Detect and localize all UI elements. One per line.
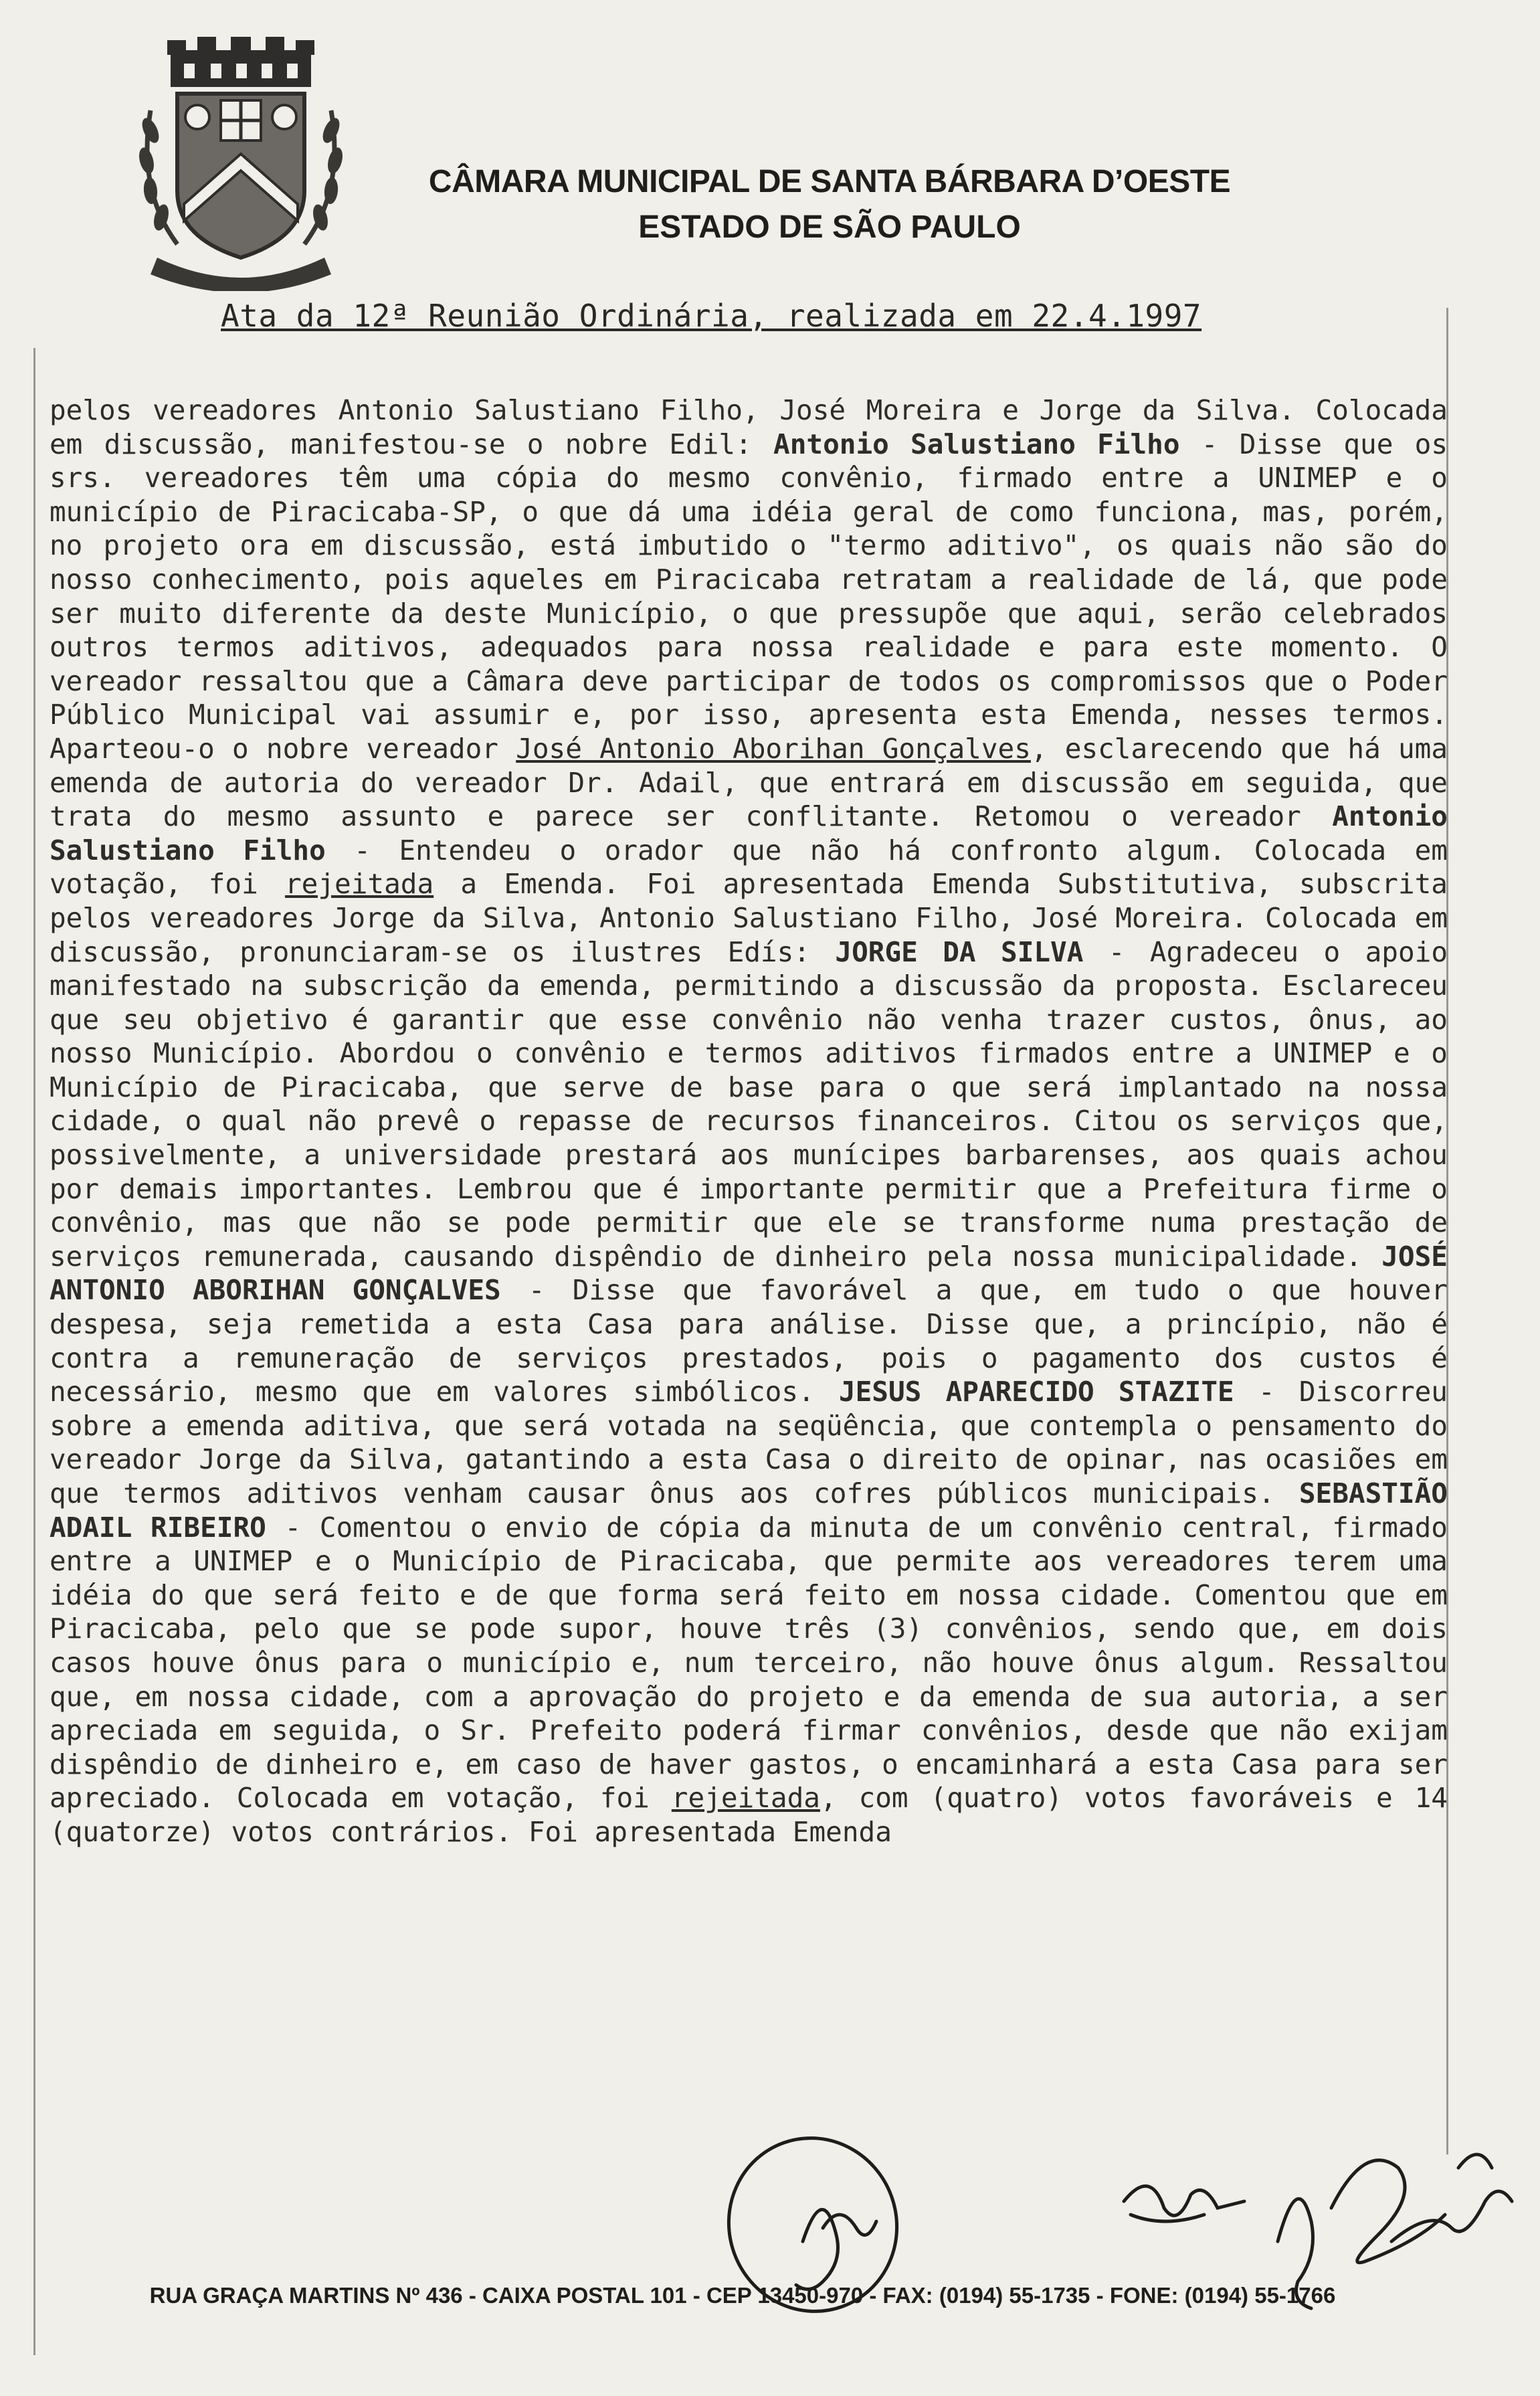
- vote-result: rejeitada: [671, 1782, 820, 1815]
- institution-state: ESTADO DE SÃO PAULO: [638, 209, 1021, 245]
- body-text-segment: - Discorreu sobre a emenda aditiva, que será votada na seqüência, que contempla o pensamento do vereador Jorge da Silva, gatantindo a esta Casa o direito de opinar, nas ocasiões em que termos aditivos venham causar ônus aos cofres públicos municipais.: [50, 1376, 1448, 1509]
- body-text-segment: - Disse que os srs. vereadores têm uma cópia do mesmo convênio, firmado entre a UNIMEP e o município de Piracicaba-SP, o que dá uma idéia geral de como funciona, mas, porém, no projeto ora em discussão, está imbutido o "termo aditivo", os quais não são do nosso conhecimento, pois aqueles em Piracicaba retratam a realidade de lá, que pode ser muito diferente da deste Município, o que pressupõe que aqui, serão celebrados outros termos aditivos, adequados para nossa realidade e para este momento. O vereador ressaltou que a Câmara deve participar de todos os compromissos que o Poder Público Municipal vai assumir e, por isso, apresenta esta Emenda, nesses termos. Aparteou-o o nobre vereador: [50, 428, 1448, 765]
- body-text-segment: a Emenda. Foi apresentada Emenda Substitutiva, subscrita pelos vereadores Jorge da Silva, Antonio Salustiano Filho, José Moreira. Colocada em discussão, pronunciaram-se os ilustres Edís:: [50, 868, 1448, 968]
- body-text-segment: , com (quatro) votos favoráveis e 14 (quatorze) votos contrários. Foi apresentada Emenda: [50, 1782, 1448, 1848]
- body-text-segment: pelos vereadores Antonio Salustiano Filho, José Moreira e Jorge da Silva. Colocada em discussão, manifestou-se o nobre Edil:: [50, 394, 1448, 460]
- speaker-name: JORGE DA SILVA: [835, 935, 1084, 968]
- speaker-name: SEBASTIÃO ADAIL RIBEIRO: [50, 1477, 1448, 1544]
- underlined-name: José Antonio Aborihan Gonçalves: [516, 732, 1031, 765]
- handwritten-signatures-icon: [723, 2128, 1539, 2395]
- speaker-name: Antonio Salustiano Filho: [50, 800, 1448, 866]
- body-text-segment: , esclarecendo que há uma emenda de autoria do vereador Dr. Adail, que entrará em discussão em seguida, que trata do mesmo assunto e parece ser conflitante. Retomou o vereador: [50, 732, 1448, 833]
- vote-result: rejeitada: [285, 868, 434, 901]
- minutes-paragraph: [50, 393, 1448, 1849]
- speaker-name: JESUS APARECIDO STAZITE: [838, 1376, 1234, 1408]
- speaker-name: Antonio Salustiano Filho: [773, 428, 1180, 460]
- body-text-segment: - Entendeu o orador que não há confronto algum. Colocada em votação, foi: [50, 834, 1448, 901]
- body-text-segment: - Agradeceu o apoio manifestado na subscrição da emenda, permitindo a discussão da proposta. Esclareceu que seu objetivo é garantir que esse convênio não venha trazer custos, ônus, ao nosso Município. Abordou o convênio e termos aditivos firmados entre a UNIMEP e o Município de Piracicaba, que serve de base para o que será implantado na nossa cidade, o qual não prevê o repasse de recursos financeiros. Citou os serviços que, possivelmente, a universidade prestará aos munícipes barbarenses, aos quais achou por demais importantes. Lembrou que é importante permitir que a Prefeitura firme o convênio, mas que não se pode permitir que ele se transforme numa prestação de serviços remunerada, causando dispêndio de dinheiro pela nossa municipalidade.: [50, 935, 1448, 1273]
- minutes-title: Ata da 12ª Reunião Ordinária, realizada em 22.4.1997: [221, 298, 1202, 334]
- left-margin-rule: [33, 348, 35, 2355]
- minutes-body: [50, 393, 1448, 1849]
- municipal-coat-of-arms-icon: [130, 37, 351, 291]
- body-text-segment: - Disse que favorável a que, em tudo o que houver despesa, seja remetida a esta Casa para análise. Disse que, a princípio, não é contra a remuneração de serviços prestados, pois o pagamento dos custos é necessário, mesmo que em valores simbólicos.: [50, 1274, 1448, 1408]
- speaker-name: JOSÉ ANTONIO ABORIHAN GONÇALVES: [50, 1240, 1448, 1307]
- institution-name: CÂMARA MUNICIPAL DE SANTA BÁRBARA D’OESTE: [428, 164, 1231, 199]
- body-text-segment: - Comentou o envio de cópia da minuta de um convênio central, firmado entre a UNIMEP e o Município de Piracicaba, que permite aos vereadores terem uma idéia do que será feito e de que forma será feito em nossa cidade. Comentou que em Piracicaba, pelo que se pode supor, houve três (3) convênios, sendo que, em dois casos houve ônus para o município e, num terceiro, não houve ônus algum. Ressaltou que, em nossa cidade, com a aprovação do projeto e da emenda de sua autoria, a ser apreciada em seguida, o Sr. Prefeito poderá firmar convênios, desde que não exijam dispêndio de dinheiro e, em caso de haver gastos, o encaminhará a esta Casa para ser apreciado. Colocada em votação, foi: [50, 1511, 1448, 1815]
- address-footer: RUA GRAÇA MARTINS Nº 436 - CAIXA POSTAL 101 - CEP 13450-970 - FAX: (0194) 55-1735 - FONE: (0194) 55-1766: [149, 2283, 1336, 2308]
